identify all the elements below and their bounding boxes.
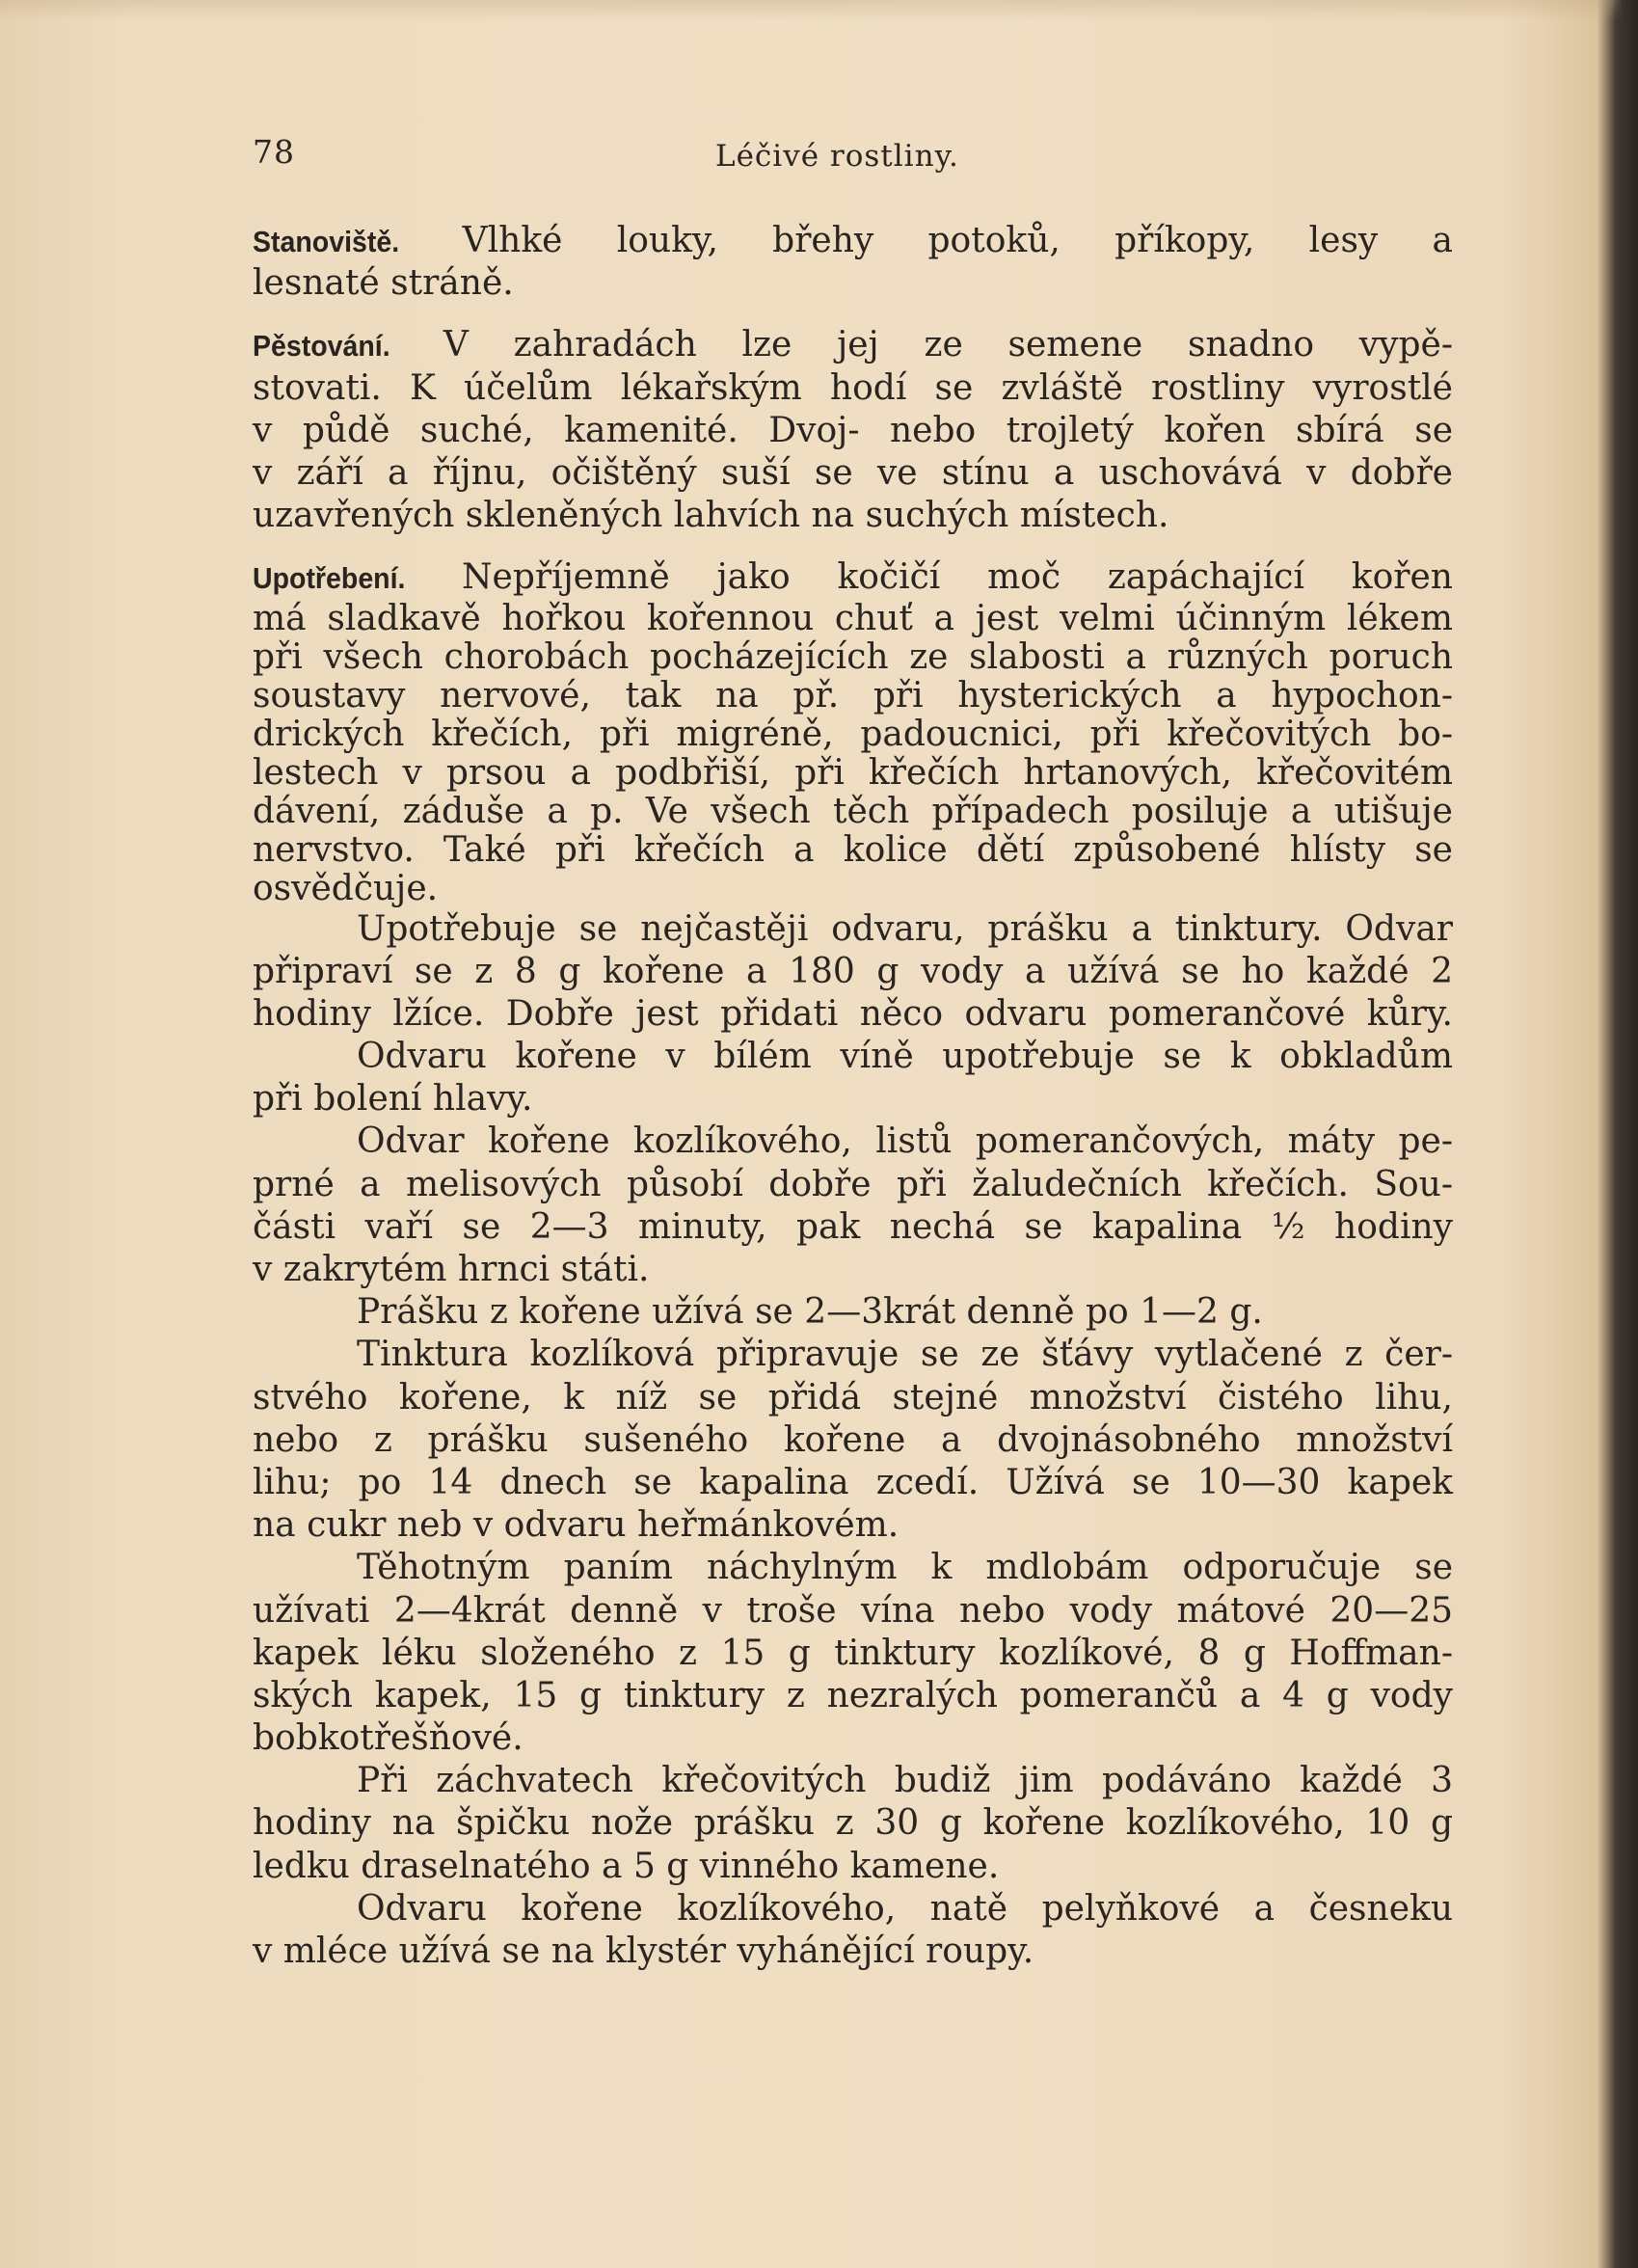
text-line: lestech v prsou a podbřiší, při křečích hrtanových, křečovitém	[253, 752, 1453, 793]
text-line: v půdě suché, kamenité. Dvoj- nebo trojletý kořen sbírá se	[253, 410, 1453, 450]
text-line: při všech chorobách pocházejících ze slabosti a různých poruch	[253, 636, 1453, 677]
section-heading-stanoviste: Stanoviště.	[253, 225, 400, 258]
section-heading-pestovani: Pěstování.	[253, 329, 390, 364]
text-line: v září a říjnu, očištěný suší se ve stínu a uschovává v dobře	[253, 452, 1453, 493]
paragraph-gap	[253, 537, 1453, 556]
text-line: nervstvo. Také při křečích a kolice dětí způsobené hlísty se	[253, 829, 1453, 870]
text-line: části vaří se 2—3 minuty, pak nechá se kapalina ½ hodiny	[253, 1206, 1453, 1247]
text-line: Při záchvatech křečovitých budiž jim podáváno každé 3	[357, 1761, 1453, 1801]
text-line: lesnaté stráně.	[253, 263, 514, 304]
text-line: stvého kořene, k níž se přidá stejné množství čistého lihu,	[253, 1377, 1453, 1418]
text-line: nebo z prášku sušeného kořene a dvojnásobného množství	[253, 1419, 1453, 1460]
text-line: bobkotřešňové.	[253, 1718, 524, 1759]
text-line: kapek léku složeného z 15 g tinktury kozlíkové, 8 g Hoffman-	[253, 1633, 1453, 1673]
text-line: Tinktura kozlíková připravuje se ze šťávy vytlačené z čer-	[357, 1335, 1453, 1375]
page-number: 78	[253, 133, 295, 171]
text-line: Těhotným paním náchylným k mdlobám odporučuje se	[357, 1548, 1453, 1588]
text-line: hodiny na špičku nože prášku z 30 g kořene kozlíkového, 10 g	[253, 1803, 1453, 1844]
section-stanoviste-line-1: Stanoviště. Vlhké louky, břehy potoků, příkopy, lesy a	[253, 220, 1453, 262]
text-line: Prášku z kořene užívá se 2—3krát denně po 1—2 g.	[357, 1292, 1263, 1333]
text-line: lihu; po 14 dnech se kapalina zcedí. Užívá se 10—30 kapek	[253, 1462, 1453, 1502]
text-line: na cukr neb v odvaru heřmánkovém.	[253, 1505, 900, 1546]
section-heading-upotrebeni: Upotřebení.	[253, 561, 406, 596]
running-title: Léčivé rostliny.	[715, 139, 959, 174]
paragraph-gap	[253, 305, 1453, 324]
text-line: v zakrytém hrnci státi.	[253, 1250, 650, 1289]
text-line: stovati. K účelům lékařským hodí se zvláště rostliny vyrostlé	[253, 367, 1453, 408]
section-pestovani-line-1: Pěstování. V zahradách lze jej ze semene snadno vypě-	[253, 324, 1453, 366]
text-line: užívati 2—4krát denně v troše vína nebo vody mátové 20—25	[253, 1590, 1453, 1631]
text-line: hodiny lžíce. Dobře jest přidati něco odvaru pomerančové kůry.	[253, 993, 1453, 1034]
text-line: Odvaru kořene v bílém víně upotřebuje se k obkladům	[357, 1037, 1453, 1077]
text-line: uzavřených skleněných lahvích na suchých místech.	[253, 496, 1169, 536]
section-upotrebeni-line-1: Upotřebení. Nepříjemně jako kočičí moč zapáchající kořen	[253, 556, 1453, 599]
text-line: dávení, záduše a p. Ve všech těch případech posiluje a utišuje	[253, 791, 1453, 831]
text-line: soustavy nervové, tak na př. při hysterických a hypochon-	[253, 675, 1453, 716]
page-top-edge	[0, 0, 1638, 21]
text-line: osvědčuje.	[253, 868, 439, 908]
body-text	[253, 220, 1453, 1973]
page-header	[253, 133, 1458, 181]
text-line: v mléce užívá se na klystér vyhánějící roupy.	[253, 1931, 1034, 1971]
binding-edge	[1613, 0, 1638, 2268]
text-line: má sladkavě hořkou kořennou chuť a jest velmi účinným lékem	[253, 598, 1453, 638]
text-line: připraví se z 8 g kořene a 180 g vody a užívá se ho každé 2	[253, 951, 1453, 991]
text-line: ských kapek, 15 g tinktury z nezralých pomerančů a 4 g vody	[253, 1675, 1453, 1715]
text-line: Odvaru kořene kozlíkového, natě pelyňkové a česneku	[357, 1888, 1453, 1929]
text-line: Odvar kořene kozlíkového, listů pomerančových, máty pe-	[357, 1121, 1453, 1162]
text-line: Upotřebuje se nejčastěji odvaru, prášku a tinktury. Odvar	[357, 908, 1453, 949]
text-line: prné a melisových působí dobře při žaludečních křečích. Sou-	[253, 1164, 1453, 1204]
text-line: ledku draselnatého a 5 g vinného kamene.	[253, 1846, 1000, 1886]
text-line: drických křečích, při migréně, padoucnici, při křečovitých bo-	[253, 714, 1453, 754]
text-line: při bolení hlavy.	[253, 1079, 533, 1120]
